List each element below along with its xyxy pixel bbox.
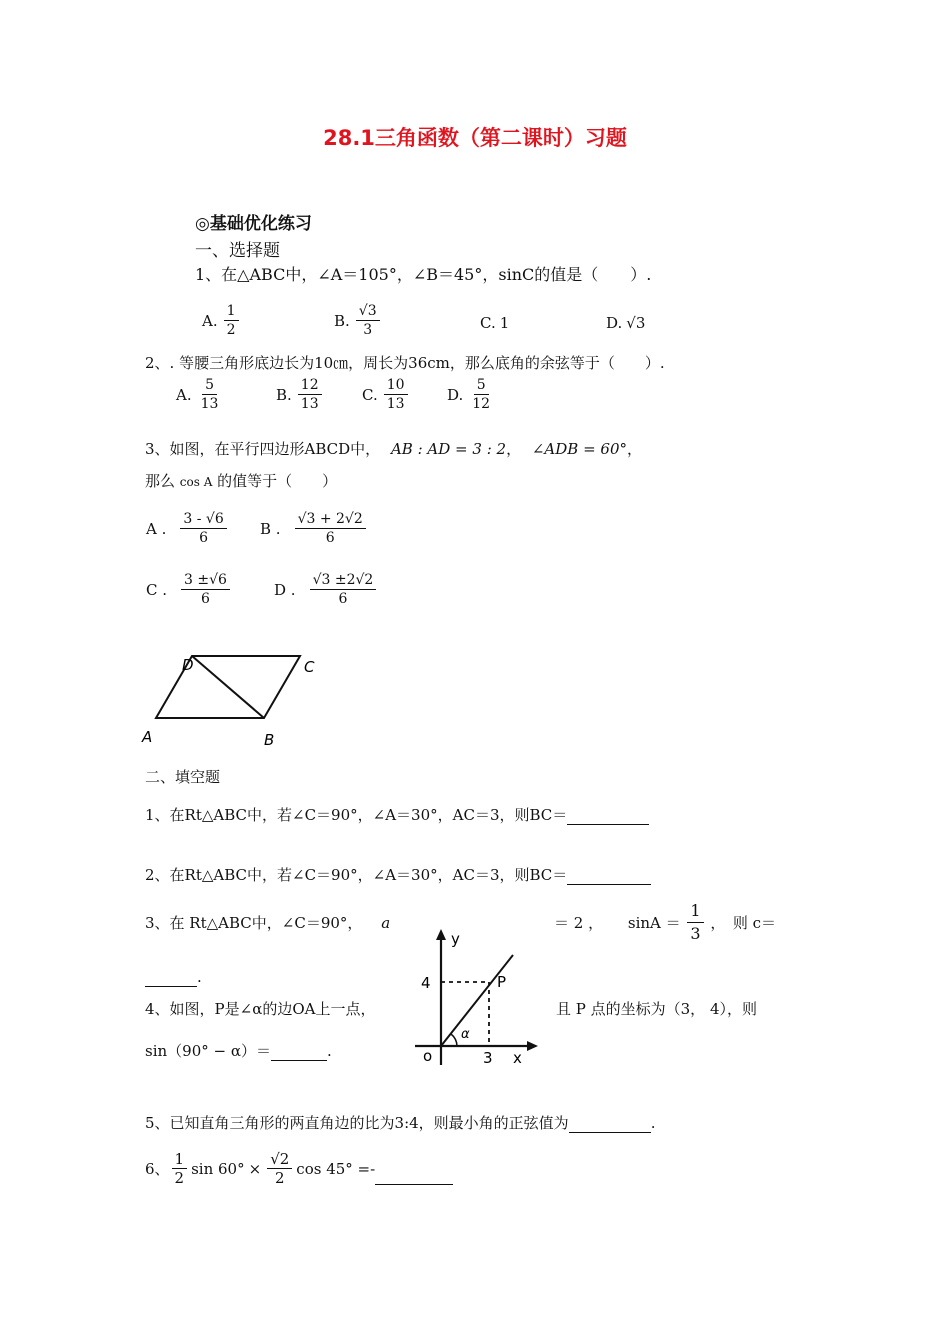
option-label: B . — [260, 519, 281, 538]
fraction-one-half — [172, 1150, 188, 1187]
option-label: D . — [274, 580, 296, 599]
answer-blank — [145, 968, 197, 987]
option-label: C. — [362, 385, 378, 404]
fraction-root2-over-2 — [267, 1150, 292, 1187]
numerator: √3 + 2√2 — [295, 510, 366, 529]
angle-expression: ∠ADB = 60° — [531, 440, 628, 458]
parallelogram-figure — [138, 648, 338, 753]
question-text: 1、在Rt△ABC中，若∠C＝90°，∠A＝30°，AC＝3，则BC＝ — [145, 806, 568, 824]
sin-expression: sin 60° — [191, 1159, 245, 1178]
fill-question-3 — [145, 912, 390, 933]
period: . — [326, 1042, 332, 1060]
question-text: 5、已知直角三角形的两直角边的比为3:4，则最小角的正弦值为 — [145, 1114, 569, 1132]
numerator: 5 — [202, 376, 217, 395]
option-value: √3 — [626, 314, 646, 332]
q3-option-c — [146, 571, 232, 608]
numerator: √3 ±2√2 — [310, 571, 377, 590]
option-label: A . — [146, 519, 167, 538]
numerator: 1 — [224, 302, 239, 321]
denominator: 6 — [199, 530, 209, 546]
fraction — [310, 571, 377, 608]
denominator: 6 — [201, 591, 210, 607]
fill-question-6 — [145, 1150, 453, 1187]
fill-question-5 — [145, 1112, 655, 1133]
diagonal-db — [192, 656, 264, 718]
x-axis-arrow — [527, 1041, 538, 1051]
fraction — [469, 376, 493, 413]
denominator: 6 — [325, 530, 335, 546]
sin-expression: sinA ＝ — [627, 914, 681, 932]
option-label: A. — [176, 385, 192, 404]
denominator: 13 — [300, 396, 319, 412]
fraction — [356, 302, 380, 339]
option-label: D. — [606, 314, 623, 332]
tick-label-3: 3 — [483, 1049, 493, 1067]
vertex-label-a: A — [142, 728, 153, 746]
variable-a: a — [381, 914, 391, 932]
answer-blank — [271, 1042, 327, 1061]
q1-option-a — [202, 302, 241, 339]
dash-mark: - — [370, 1159, 376, 1178]
answer-blank — [567, 806, 649, 825]
stem-text: 那么 — [145, 472, 176, 490]
q1-option-c — [480, 314, 509, 332]
question-text: ＝ 2 ， — [554, 914, 604, 932]
stem-text: 3、如图，在平行四边形ABCD中， — [145, 440, 381, 458]
numerator: √3 — [356, 302, 380, 321]
coordinate-figure — [405, 925, 540, 1075]
option-label: B. — [276, 385, 292, 404]
angle-label-alpha: α — [461, 1027, 470, 1042]
cos-expression: cos A — [179, 475, 213, 489]
option-label: B. — [334, 311, 350, 330]
question-3-stem-line2 — [145, 470, 337, 491]
answer-blank — [569, 1114, 651, 1133]
option-label: D. — [447, 385, 464, 404]
fill-question-3-answer — [145, 968, 202, 987]
option-label: C . — [146, 580, 168, 599]
answer-blank — [567, 866, 651, 885]
q1-option-d — [606, 314, 645, 332]
vertex-label-b: B — [264, 731, 275, 749]
numerator: 10 — [384, 376, 408, 395]
page-title: 28.1三角函数（第二课时）习题 — [323, 126, 627, 150]
ratio-expression: AB : AD = 3 : 2 — [390, 440, 507, 458]
q2-option-a — [176, 376, 223, 413]
fraction — [384, 376, 408, 413]
section-subheading-multiple-choice: 一、选择题 — [195, 241, 280, 261]
cos-expression: cos 45° = — [296, 1159, 371, 1178]
denominator: 13 — [200, 396, 219, 412]
denominator: 3 — [363, 322, 373, 338]
numerator: 1 — [172, 1150, 188, 1169]
denominator: 2 — [174, 1169, 185, 1187]
angle-arc — [451, 1034, 457, 1046]
period: . — [197, 968, 202, 986]
denominator: 13 — [386, 396, 405, 412]
period: . — [650, 1114, 656, 1132]
times-sign: × — [248, 1159, 262, 1178]
fraction — [687, 900, 703, 945]
fraction — [298, 376, 322, 413]
q3-option-b — [260, 510, 368, 547]
option-label: C. — [480, 314, 496, 332]
question-text: ， 则 c＝ — [710, 914, 777, 932]
denominator: 3 — [690, 924, 701, 943]
section-heading-fill-in: 二、填空题 — [145, 768, 221, 786]
question-text: sin（90° − α）＝ — [145, 1042, 271, 1060]
question-3-stem: 3、如图，在平行四边形ABCD中， AB : AD = 3 : 2， ∠ADB = 60°， — [145, 440, 643, 458]
vertex-label-c: C — [304, 658, 315, 676]
q3-option-a — [146, 510, 229, 547]
vertex-label-d: D — [182, 656, 194, 674]
fill-question-4: 4、如图，P是∠α的边OA上一点， — [145, 1000, 376, 1018]
question-2-stem: 2、. 等腰三角形底边长为10㎝，周长为36cm，那么底角的余弦等于（ ）. — [145, 354, 665, 372]
q2-option-b — [276, 376, 324, 413]
fraction — [198, 376, 222, 413]
fill-question-4-line2 — [145, 1040, 332, 1061]
ray-oa — [441, 955, 513, 1046]
q1-option-b — [334, 302, 382, 339]
fill-question-2 — [145, 864, 651, 885]
fill-question-3-right — [554, 900, 776, 945]
question-label: 6、 — [145, 1160, 170, 1178]
option-label: A. — [202, 311, 218, 330]
fill-question-1 — [145, 804, 649, 825]
axis-label-y: y — [451, 930, 460, 948]
fraction — [181, 571, 230, 608]
denominator: 6 — [338, 591, 348, 607]
numerator: 1 — [687, 900, 703, 923]
fraction — [224, 302, 239, 339]
section-heading-basic-practice: ◎基础优化练习 — [195, 214, 312, 234]
fraction — [180, 510, 226, 547]
fill-question-4-right: 且 P 点的坐标为（3， 4），则 — [556, 1000, 757, 1018]
tick-label-4: 4 — [421, 974, 431, 992]
q3-option-d — [274, 571, 378, 608]
q2-option-c — [362, 376, 410, 413]
answer-blank — [375, 1166, 453, 1185]
fraction — [295, 510, 366, 547]
stem-text: 的值等于（ ） — [217, 472, 338, 490]
q2-option-d — [447, 376, 495, 413]
question-text: 2、在Rt△ABC中，若∠C＝90°，∠A＝30°，AC＝3，则BC＝ — [145, 866, 568, 884]
denominator: 12 — [472, 396, 491, 412]
option-value: 1 — [499, 314, 510, 332]
origin-label: o — [423, 1047, 433, 1065]
question-text: 3、在 Rt△ABC中，∠C＝90°， — [145, 914, 363, 932]
numerator: 3 - √6 — [180, 510, 226, 529]
axis-label-x: x — [513, 1049, 522, 1067]
numerator: 3 ±√6 — [181, 571, 230, 590]
numerator: 12 — [298, 376, 322, 395]
denominator: 2 — [274, 1169, 285, 1187]
numerator: √2 — [267, 1150, 292, 1169]
point-label-p: P — [497, 973, 507, 991]
question-1-stem: 1、在△ABC中，∠A＝105°，∠B＝45°，sinC的值是（ ）. — [195, 265, 652, 284]
numerator: 5 — [474, 376, 489, 395]
denominator: 2 — [226, 322, 236, 338]
y-axis-arrow — [436, 929, 446, 940]
